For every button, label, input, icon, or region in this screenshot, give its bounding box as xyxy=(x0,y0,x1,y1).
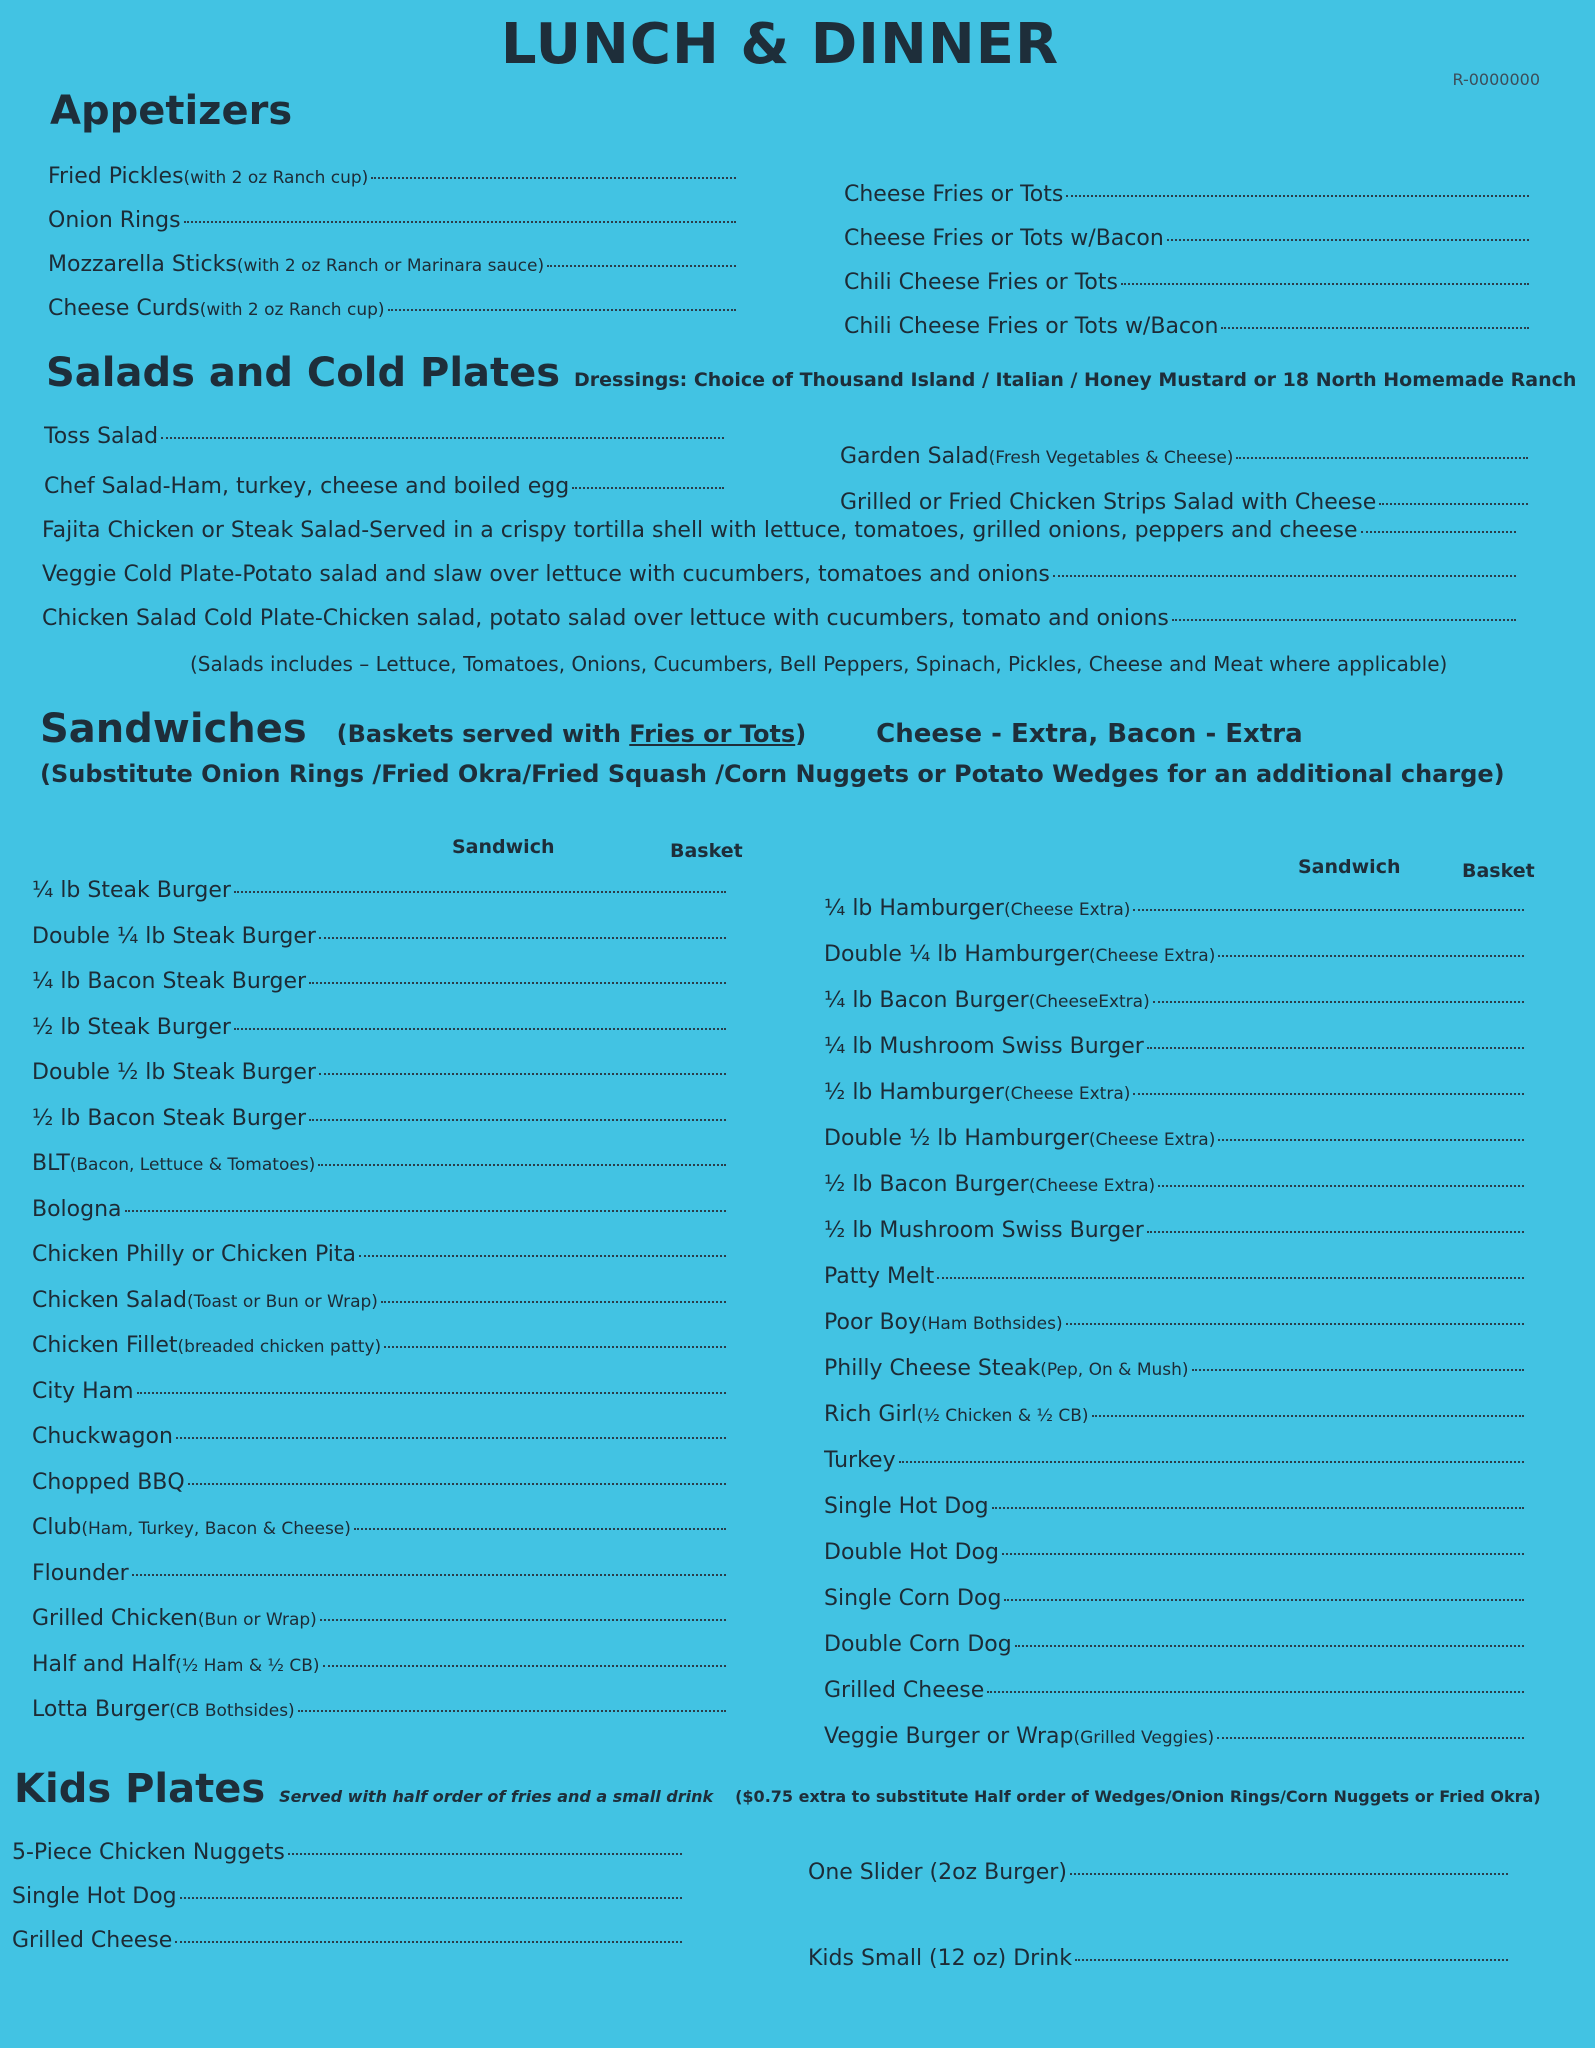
reference-code: R-0000000 xyxy=(1452,70,1540,89)
dot-leader xyxy=(161,437,724,439)
item-note: (Cheese Extra) xyxy=(1088,1130,1216,1150)
sandwich-item xyxy=(32,1288,726,1334)
item-name: Chicken Salad Cold Plate-Chicken salad, potato salad over lettuce with cucumbers, tomato and onions xyxy=(42,606,1169,631)
sandwich-item xyxy=(824,1678,1524,1724)
dot-leader xyxy=(1158,1185,1524,1187)
dot-leader xyxy=(188,1483,726,1485)
sandwich-item xyxy=(824,988,1524,1034)
sandwich-item xyxy=(824,1494,1524,1540)
item-note: (Ham, Turkey, Bacon & Cheese) xyxy=(81,1519,351,1539)
item-name: Chopped BBQ xyxy=(32,1469,185,1495)
dot-leader xyxy=(234,1028,726,1030)
sandwich-item xyxy=(824,1264,1524,1310)
item-name: Chuckwagon xyxy=(32,1424,173,1449)
item-note: (Ham Bothsides) xyxy=(921,1314,1063,1334)
salad-item xyxy=(840,444,1528,490)
item-name: Double Hot Dog xyxy=(824,1540,999,1565)
dot-leader xyxy=(1075,1959,1508,1961)
dot-leader xyxy=(320,1619,726,1621)
dot-leader xyxy=(309,982,726,984)
right-basket-column-label: Basket xyxy=(1462,860,1535,882)
kids-heading xyxy=(14,1766,1541,1812)
sandwich-item xyxy=(32,924,726,970)
item-note: (½ Chicken & ½ CB) xyxy=(916,1406,1089,1426)
item-note: (with 2 oz Ranch or Marinara sauce) xyxy=(236,256,545,276)
item-note: (Cheese Extra) xyxy=(1003,900,1131,920)
item-name: Chicken Philly or Chicken Pita xyxy=(32,1242,356,1267)
sandwich-item xyxy=(824,1448,1524,1494)
item-name: Chicken Salad xyxy=(32,1287,187,1313)
sandwich-item xyxy=(824,1172,1524,1218)
basket-note-post: ) xyxy=(795,720,807,748)
sandwich-item xyxy=(32,969,726,1015)
item-name: Rich Girl xyxy=(824,1402,917,1427)
item-name: Double ¼ lb Hamburger xyxy=(824,942,1089,967)
item-name: Chicken Fillet xyxy=(32,1333,178,1358)
item-name: Mozzarella Sticks xyxy=(48,252,237,277)
dot-leader xyxy=(359,1255,726,1257)
kids-plate-item xyxy=(12,1928,682,1972)
item-name: Fried Pickles xyxy=(48,164,184,189)
item-name: Poor Boy xyxy=(824,1310,922,1335)
right-sandwich-column-label: Sandwich xyxy=(1298,856,1401,878)
dot-leader xyxy=(354,1528,726,1530)
dot-leader xyxy=(1192,1369,1524,1371)
dot-leader xyxy=(1133,1093,1524,1095)
item-name: Onion Rings xyxy=(48,208,181,233)
item-name: Single Hot Dog xyxy=(824,1494,989,1519)
item-name: Grilled Cheese xyxy=(12,1928,173,1953)
sandwich-item xyxy=(824,1080,1524,1126)
item-note: (with 2 oz Ranch cup) xyxy=(199,300,385,320)
salad-plate-item xyxy=(42,518,1516,562)
item-name: Grilled or Fried Chicken Strips Salad with Cheese xyxy=(840,490,1377,515)
dot-leader xyxy=(319,1073,726,1075)
dot-leader xyxy=(572,487,724,489)
item-name: ½ lb Steak Burger xyxy=(32,1014,231,1040)
appetizer-item xyxy=(844,270,1529,314)
dot-leader xyxy=(298,1710,726,1712)
kids-plate-item xyxy=(12,1884,682,1928)
appetizers-left-column xyxy=(48,164,736,340)
item-note: (Bacon, Lettuce & Tomatoes) xyxy=(69,1155,316,1175)
item-name: One Slider (2oz Burger) xyxy=(808,1860,1067,1885)
sandwiches-left-column xyxy=(32,878,726,1743)
item-note: (Cheese Extra) xyxy=(1003,1084,1131,1104)
item-note: (with 2 oz Ranch cup) xyxy=(183,168,369,188)
item-name: Chef Salad-Ham, turkey, cheese and boiled egg xyxy=(44,474,570,499)
item-name: Veggie Burger or Wrap xyxy=(824,1724,1074,1749)
item-name: ½ lb Hamburger xyxy=(824,1080,1004,1105)
item-name: Veggie Cold Plate-Potato salad and slaw over lettuce with cucumbers, tomatoes and onions xyxy=(42,562,1050,587)
salads-dressings-note: Dressings: Choice of Thousand Island / Italian / Honey Mustard or 18 North Homemade Ranch xyxy=(574,369,1577,391)
sandwich-item xyxy=(32,1197,726,1243)
basket-note-pre: (Baskets served with xyxy=(336,720,630,748)
item-name: City Ham xyxy=(32,1378,134,1404)
dot-leader xyxy=(1121,283,1529,285)
kids-right-column xyxy=(808,1860,1508,2032)
dot-leader xyxy=(1002,1553,1524,1555)
dot-leader xyxy=(987,1691,1524,1693)
dot-leader xyxy=(319,937,726,939)
substitute-note: (Substitute Onion Rings /Fried Okra/Fried Squash /Corn Nuggets or Potato Wedges for an additional charge) xyxy=(40,760,1505,788)
dot-leader xyxy=(992,1507,1524,1509)
item-note: (Bun or Wrap) xyxy=(197,1610,317,1630)
page-title: LUNCH & DINNER xyxy=(500,12,1060,77)
sandwich-item xyxy=(32,878,726,924)
dot-leader xyxy=(1167,239,1529,241)
item-name: Single Hot Dog xyxy=(12,1884,177,1909)
dot-leader xyxy=(1147,1231,1524,1233)
item-name: 5-Piece Chicken Nuggets xyxy=(12,1840,285,1865)
item-name: Flounder xyxy=(32,1560,129,1586)
dot-leader xyxy=(384,1346,726,1348)
salad-plate-item xyxy=(42,562,1516,606)
item-name: Chili Cheese Fries or Tots xyxy=(844,270,1118,295)
kids-left-column xyxy=(12,1840,682,1972)
item-name: ¼ lb Bacon Burger xyxy=(824,988,1029,1013)
dot-leader xyxy=(1217,1737,1524,1739)
sandwich-item xyxy=(32,1515,726,1561)
item-name: ¼ lb Mushroom Swiss Burger xyxy=(824,1034,1144,1059)
kids-note-substitute: ($0.75 extra to substitute Half order of Wedges/Onion Rings/Corn Nuggets or Fried Okra) xyxy=(735,1787,1541,1806)
item-name: ½ lb Bacon Steak Burger xyxy=(32,1105,307,1131)
dot-leader xyxy=(1153,1001,1524,1003)
item-note: (Cheese Extra) xyxy=(1028,1176,1156,1196)
sandwich-item xyxy=(32,1106,726,1152)
appetizer-item xyxy=(844,182,1529,226)
dot-leader xyxy=(547,265,736,267)
item-name: ½ lb Mushroom Swiss Burger xyxy=(824,1218,1144,1243)
item-note: (Toast or Bun or Wrap) xyxy=(186,1291,378,1312)
dot-leader xyxy=(937,1277,1524,1279)
appetizers-heading xyxy=(50,88,292,134)
sandwiches-right-column xyxy=(824,896,1524,1770)
item-name: Garden Salad xyxy=(840,444,989,469)
sandwich-item xyxy=(32,1470,726,1516)
item-note: (CheeseExtra) xyxy=(1028,992,1150,1012)
sandwich-item xyxy=(824,1540,1524,1586)
item-name: Double ½ lb Steak Burger xyxy=(32,1060,316,1085)
item-note: (½ Ham & ½ CB) xyxy=(175,1655,320,1676)
sandwich-item xyxy=(824,896,1524,942)
kids-plate-item xyxy=(12,1840,682,1884)
item-name: Grilled Chicken xyxy=(32,1606,198,1631)
sandwich-item xyxy=(824,1632,1524,1678)
kids-note-served: Served with half order of fries and a small drink xyxy=(279,1787,714,1806)
item-name: Grilled Cheese xyxy=(824,1678,985,1703)
dot-leader xyxy=(1133,909,1524,911)
sandwich-item xyxy=(824,942,1524,988)
dot-leader xyxy=(381,1301,726,1303)
sandwich-item xyxy=(824,1126,1524,1172)
item-name: Half and Half xyxy=(32,1651,176,1677)
dot-leader xyxy=(1218,955,1524,957)
dot-leader xyxy=(1361,531,1516,533)
dot-leader xyxy=(132,1574,726,1576)
basket-note xyxy=(337,720,807,748)
item-name: ¼ lb Bacon Steak Burger xyxy=(32,969,307,994)
dot-leader xyxy=(1236,457,1528,459)
dot-leader xyxy=(1092,1415,1524,1417)
dot-leader xyxy=(1053,575,1516,577)
item-name: Chili Cheese Fries or Tots w/Bacon xyxy=(844,314,1219,339)
sandwich-item xyxy=(824,1402,1524,1448)
dot-leader xyxy=(175,1941,682,1943)
item-name: Kids Small (12 oz) Drink xyxy=(808,1946,1072,1971)
sandwich-item xyxy=(32,1697,726,1743)
left-sandwich-column-label: Sandwich xyxy=(452,836,555,858)
salad-item xyxy=(44,424,724,474)
salads-heading xyxy=(46,350,1576,396)
sandwich-item xyxy=(824,1034,1524,1080)
dot-leader xyxy=(388,309,736,311)
item-name: Double ¼ lb Steak Burger xyxy=(32,923,316,949)
sandwich-item xyxy=(824,1218,1524,1264)
appetizers-right-column xyxy=(844,182,1529,358)
kids-plate-item xyxy=(808,1860,1508,1946)
left-basket-column-label: Basket xyxy=(670,840,743,862)
dot-leader xyxy=(234,891,726,893)
appetizer-item xyxy=(48,296,736,340)
dot-leader xyxy=(1070,1873,1508,1875)
sandwich-item xyxy=(32,1015,726,1061)
salad-plate-item xyxy=(42,606,1516,650)
dot-leader xyxy=(180,1897,682,1899)
sandwich-item xyxy=(824,1356,1524,1402)
dot-leader xyxy=(1066,195,1529,197)
item-name: Turkey xyxy=(824,1448,896,1473)
item-name: ¼ lb Steak Burger xyxy=(32,878,231,903)
dot-leader xyxy=(137,1392,726,1394)
sandwich-item xyxy=(32,1242,726,1288)
salads-left-column xyxy=(44,424,724,524)
dot-leader xyxy=(1379,503,1528,505)
appetizer-item xyxy=(844,226,1529,270)
extras-note: Cheese - Extra, Bacon - Extra xyxy=(876,719,1303,749)
item-name: Fajita Chicken or Steak Salad-Served in a crispy tortilla shell with lettuce, tomatoes, grilled onions, peppers and cheese xyxy=(42,518,1358,543)
sandwich-item xyxy=(824,1586,1524,1632)
dot-leader xyxy=(1221,327,1529,329)
item-name: Single Corn Dog xyxy=(824,1586,1002,1611)
item-note: (breaded chicken patty) xyxy=(177,1337,382,1357)
dot-leader xyxy=(1172,619,1516,621)
sandwich-item xyxy=(32,1424,726,1470)
item-name: Philly Cheese Steak xyxy=(824,1356,1041,1381)
item-name: Club xyxy=(32,1515,82,1540)
salads-includes-note: (Salads includes – Lettuce, Tomatoes, Onions, Cucumbers, Bell Peppers, Spinach, Pickles, Cheese and Meat where applicable) xyxy=(190,652,1448,676)
dot-leader xyxy=(309,1119,726,1121)
item-note: (Fresh Vegetables & Cheese) xyxy=(988,448,1234,468)
item-note: (Cheese Extra) xyxy=(1088,946,1216,966)
dot-leader xyxy=(1066,1323,1524,1325)
item-name: Patty Melt xyxy=(824,1264,935,1289)
item-name: Cheese Fries or Tots xyxy=(844,182,1064,207)
item-note: (CB Bothsides) xyxy=(169,1701,295,1721)
sandwich-item xyxy=(32,1333,726,1379)
salads-full-width-items xyxy=(42,518,1516,650)
item-name: BLT xyxy=(32,1151,70,1176)
salad-item xyxy=(44,474,724,524)
item-name: ¼ lb Hamburger xyxy=(824,896,1004,921)
appetizer-item xyxy=(48,252,736,296)
sandwich-item xyxy=(32,1060,726,1106)
sandwiches-heading xyxy=(40,706,1303,752)
item-name: Lotta Burger xyxy=(32,1697,170,1722)
dot-leader xyxy=(1015,1645,1524,1647)
basket-note-fries-tots: Fries or Tots xyxy=(629,720,796,748)
kids-plate-item xyxy=(808,1946,1508,2032)
item-note: (Pep, On & Mush) xyxy=(1040,1360,1189,1380)
appetizer-item xyxy=(48,164,736,208)
sandwich-item xyxy=(824,1310,1524,1356)
sandwich-item xyxy=(32,1151,726,1197)
item-name: Bologna xyxy=(32,1196,122,1222)
item-name: Cheese Curds xyxy=(48,296,200,321)
item-name: Cheese Fries or Tots w/Bacon xyxy=(844,226,1164,251)
sandwiches-heading-text: Sandwiches xyxy=(40,706,307,752)
sandwich-item xyxy=(32,1379,726,1425)
dot-leader xyxy=(318,1164,726,1166)
dot-leader xyxy=(184,221,736,223)
dot-leader xyxy=(1004,1599,1524,1601)
dot-leader xyxy=(371,177,736,179)
dot-leader xyxy=(899,1461,1524,1463)
dot-leader xyxy=(288,1853,682,1855)
dot-leader xyxy=(323,1665,726,1667)
item-name: Toss Salad xyxy=(44,424,159,449)
sandwich-item xyxy=(32,1652,726,1698)
item-name: ½ lb Bacon Burger xyxy=(824,1172,1029,1197)
item-name: Double ½ lb Hamburger xyxy=(824,1126,1089,1151)
item-name: Double Corn Dog xyxy=(824,1632,1012,1657)
dot-leader xyxy=(176,1437,726,1439)
sandwich-item xyxy=(32,1561,726,1607)
item-note: (Grilled Veggies) xyxy=(1073,1728,1215,1748)
dot-leader xyxy=(125,1210,726,1212)
dot-leader xyxy=(1218,1139,1524,1141)
appetizers-heading-text: Appetizers xyxy=(50,88,293,134)
salads-heading-text: Salads and Cold Plates xyxy=(46,350,561,396)
sandwich-item xyxy=(32,1606,726,1652)
appetizer-item xyxy=(48,208,736,252)
dot-leader xyxy=(1147,1047,1524,1049)
sandwich-item xyxy=(824,1724,1524,1770)
kids-heading-text: Kids Plates xyxy=(14,1766,266,1812)
